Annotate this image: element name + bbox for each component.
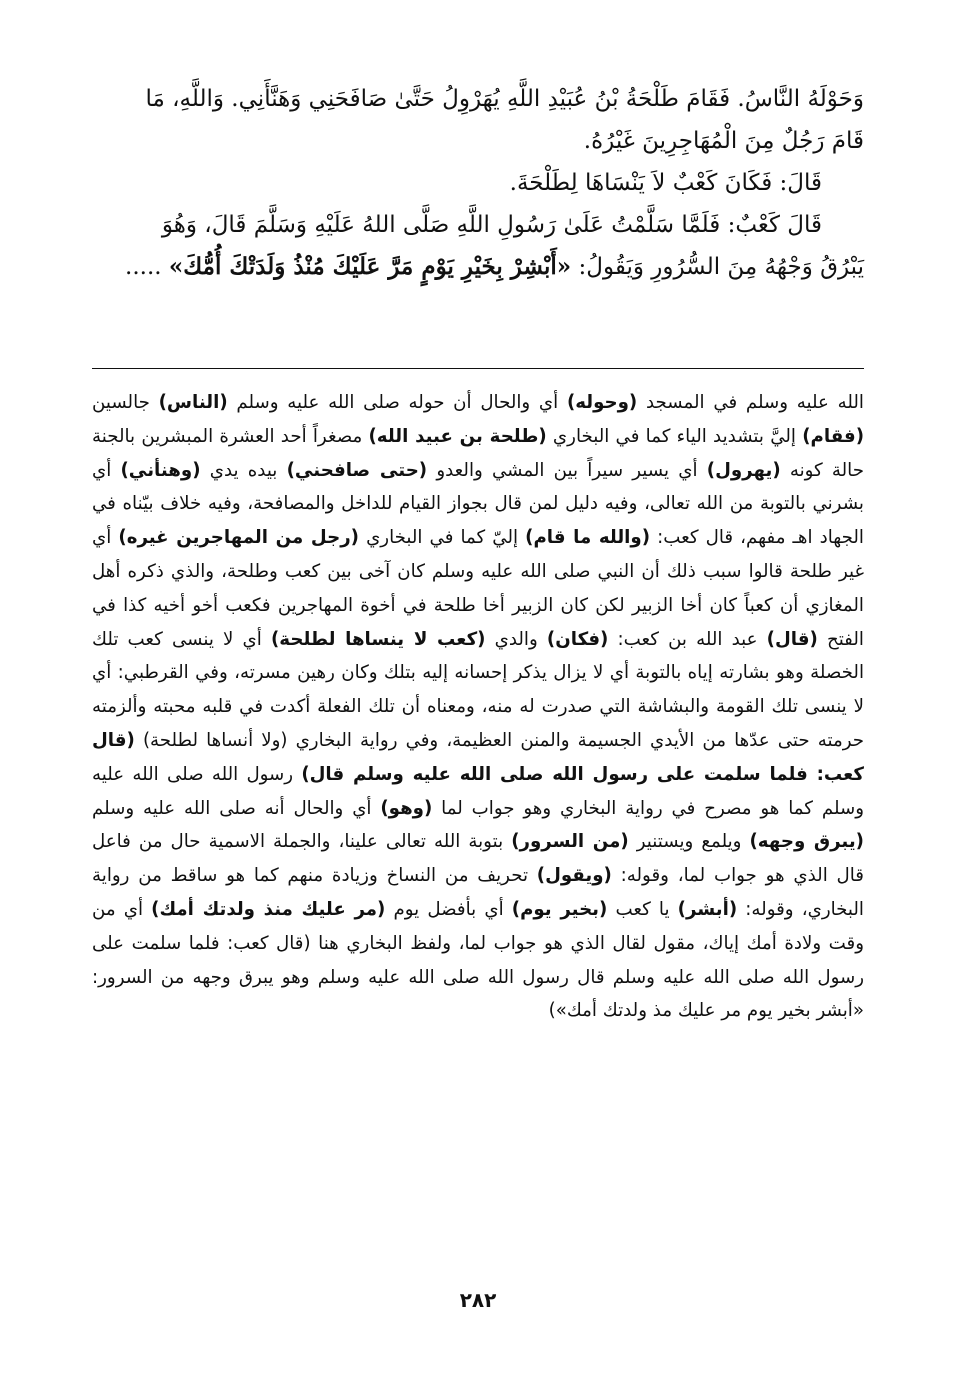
commentary-run: أي والحال أن حوله صلى الله عليه وسلم	[227, 392, 567, 413]
commentary-run: أي من وقت ولادة أمك إياك، مقول لقال الذي هو جواب لما، ولفظ البخاري هنا (قال كعب: فلما سلمت على رسول الله صلى الله عليه وسلم قال رسول الله صلى الله عليه وسلم وهو يبرق وجهه من السرور: «أبشر بخير يوم مر عليك مذ ولدتك أمك»)	[92, 898, 864, 1022]
hadith-text	[92, 78, 864, 288]
commentary-run: ويلمع ويستنير	[628, 831, 750, 853]
commentary-run: رسول الله صلى الله عليه وسلم كما هو مصرح في رواية البخاري وهو جواب لما	[92, 763, 864, 819]
commentary-lemma: (وحوله)	[566, 392, 638, 413]
hadith-line: قَالَ: فَكَانَ كَعْبٌ لاَ يَنْسَاهَا لِطَلْحَةَ.	[509, 170, 822, 196]
commentary-lemma: (من السرور)	[511, 831, 629, 853]
commentary-run: مصغراً أحد العشرة المبشرين بالجنة حالة كونه	[92, 425, 864, 481]
commentary-run: أي غير طلحة قالوا سبب ذلك أن النبي صلى الله عليه وسلم كان آخى بين كعب وطلحة، والذي ذكره أهل المغازي أن كعباً كان أخا الزبير لكن كان الزبير أخا طلحة في أخوة المهاجرين فكعب أخو أخيه كذا في الفتح	[92, 527, 864, 650]
footnote-divider	[92, 368, 864, 369]
commentary-run: الله عليه وسلم في المسجد	[637, 392, 864, 413]
commentary-lemma: (والله ما قام)	[525, 527, 651, 549]
commentary-text	[92, 386, 864, 1028]
commentary-run: جالسين	[92, 392, 159, 413]
commentary-lemma: (فكان)	[546, 628, 609, 650]
commentary-lemma: (قال كعب: فلما سلمت على رسول الله صلى الله عليه وسلم قال)	[92, 729, 864, 785]
hadith-line: قَالَ كَعْبٌ: فَلَمَّا سَلَّمْتُ عَلَىٰ رَسُولِ اللَّهِ صَلَّى اللهُ عَلَيْهِ وَسَلَّمَ قَالَ، وَهُوَ	[161, 212, 822, 238]
commentary-run: أي يسير سيراً بين المشي والعدو	[427, 459, 707, 481]
ellipsis: .....	[125, 254, 162, 280]
commentary-run: أي والحال أنه صلى الله عليه وسلم	[92, 797, 381, 819]
hadith-text-run: يَبْرُقُ وَجْهُهُ مِنَ السُّرُورِ وَيَقُولُ:	[578, 254, 864, 280]
commentary-lemma: (طلحة بن عبيد الله)	[368, 425, 547, 447]
hadith-line: وَحَوْلَهُ النَّاسُ. فَقَامَ طَلْحَةُ بْنُ عُبَيْدِ اللَّهِ يُهَرْوِلُ حَتَّىٰ صَافَحَنِي وَهَنَّأَنِي. وَاللَّهِ، مَا	[145, 86, 864, 112]
hadith-line	[92, 246, 864, 288]
commentary-lemma: (وهو)	[380, 797, 433, 819]
commentary-lemma: (قال)	[766, 628, 818, 650]
commentary-run: تحريف من النساخ وزيادة منهم كما هو ساقط من رواية البخاري، وقوله:	[92, 865, 864, 920]
commentary-lemma: (الناس)	[158, 392, 228, 413]
commentary-lemma: (كعب لا ينساها لطلحة)	[271, 628, 486, 650]
commentary-run: بيده يدي	[200, 459, 287, 481]
commentary-run: إليَّ بتشديد الياء كما في البخاري	[546, 425, 803, 447]
commentary-run: والدي	[485, 628, 547, 650]
commentary-lemma: (بخير يوم)	[511, 898, 608, 920]
hadith-quote: «أَبْشِرْ بِخَيْرِ يَوْمٍ مَرَّ عَلَيْكَ مُنْذُ وَلَدَتْكَ أُمُّكَ»	[168, 253, 572, 280]
commentary-lemma: (يهرول)	[706, 459, 781, 481]
commentary-lemma: (يبرق وجهه)	[749, 831, 864, 853]
commentary-run: يا كعب	[607, 898, 678, 920]
commentary-run: أي بأفضل يوم	[385, 898, 512, 920]
commentary-lemma: (ويقول)	[536, 865, 612, 887]
commentary-lemma: (فقام)	[802, 425, 865, 447]
commentary-lemma: (أبشر)	[677, 898, 738, 920]
commentary-run: عبد الله بن كعب:	[608, 628, 767, 650]
commentary-lemma: (وهنأني)	[120, 459, 201, 481]
commentary-lemma: (مر عليك منذ ولدتك أمك)	[151, 898, 386, 920]
commentary-run: أي لا ينسى كعب تلك الخصلة وهو بشارته إياه بالتوبة أي لا يزال يذكر إحسانه إليه بتلك وكان رهين مسرته، وفي القرطبي: أي لا ينسى تلك القومة والبشاشة التي صدرت له منه، ومعناه أن تلك الفعلة أكدت في قلبه محبته وألزمته حرمته حتى عدّها من الأيدي الجسيمة والمنن العظيمة، وفي رواية البخاري (ولا أنساها لطلحة)	[92, 628, 864, 751]
commentary-run: إليّ كما في البخاري	[358, 527, 526, 549]
page-number: ٢٨٢	[459, 1288, 497, 1312]
commentary-run: بتوبة الله تعالى علينا، والجملة الاسمية حال من فاعل قال الذي هو جواب لما، وقوله:	[92, 831, 864, 887]
commentary-lemma: (رجل من المهاجرين غيره)	[118, 527, 359, 549]
commentary-lemma: (حتى صافحني)	[286, 459, 428, 481]
hadith-line: قَامَ رَجُلٌ مِنَ الْمُهَاجِرِينَ غَيْرُهُ.	[583, 128, 864, 154]
commentary-run: أي بشرني بالتوبة من الله تعالى، وفيه دليل لمن قال بجواز القيام للداخل والمصافحة، وفيه خلاف بيّناه في الجهاد اهـ مفهم، قال كعب:	[92, 459, 864, 549]
